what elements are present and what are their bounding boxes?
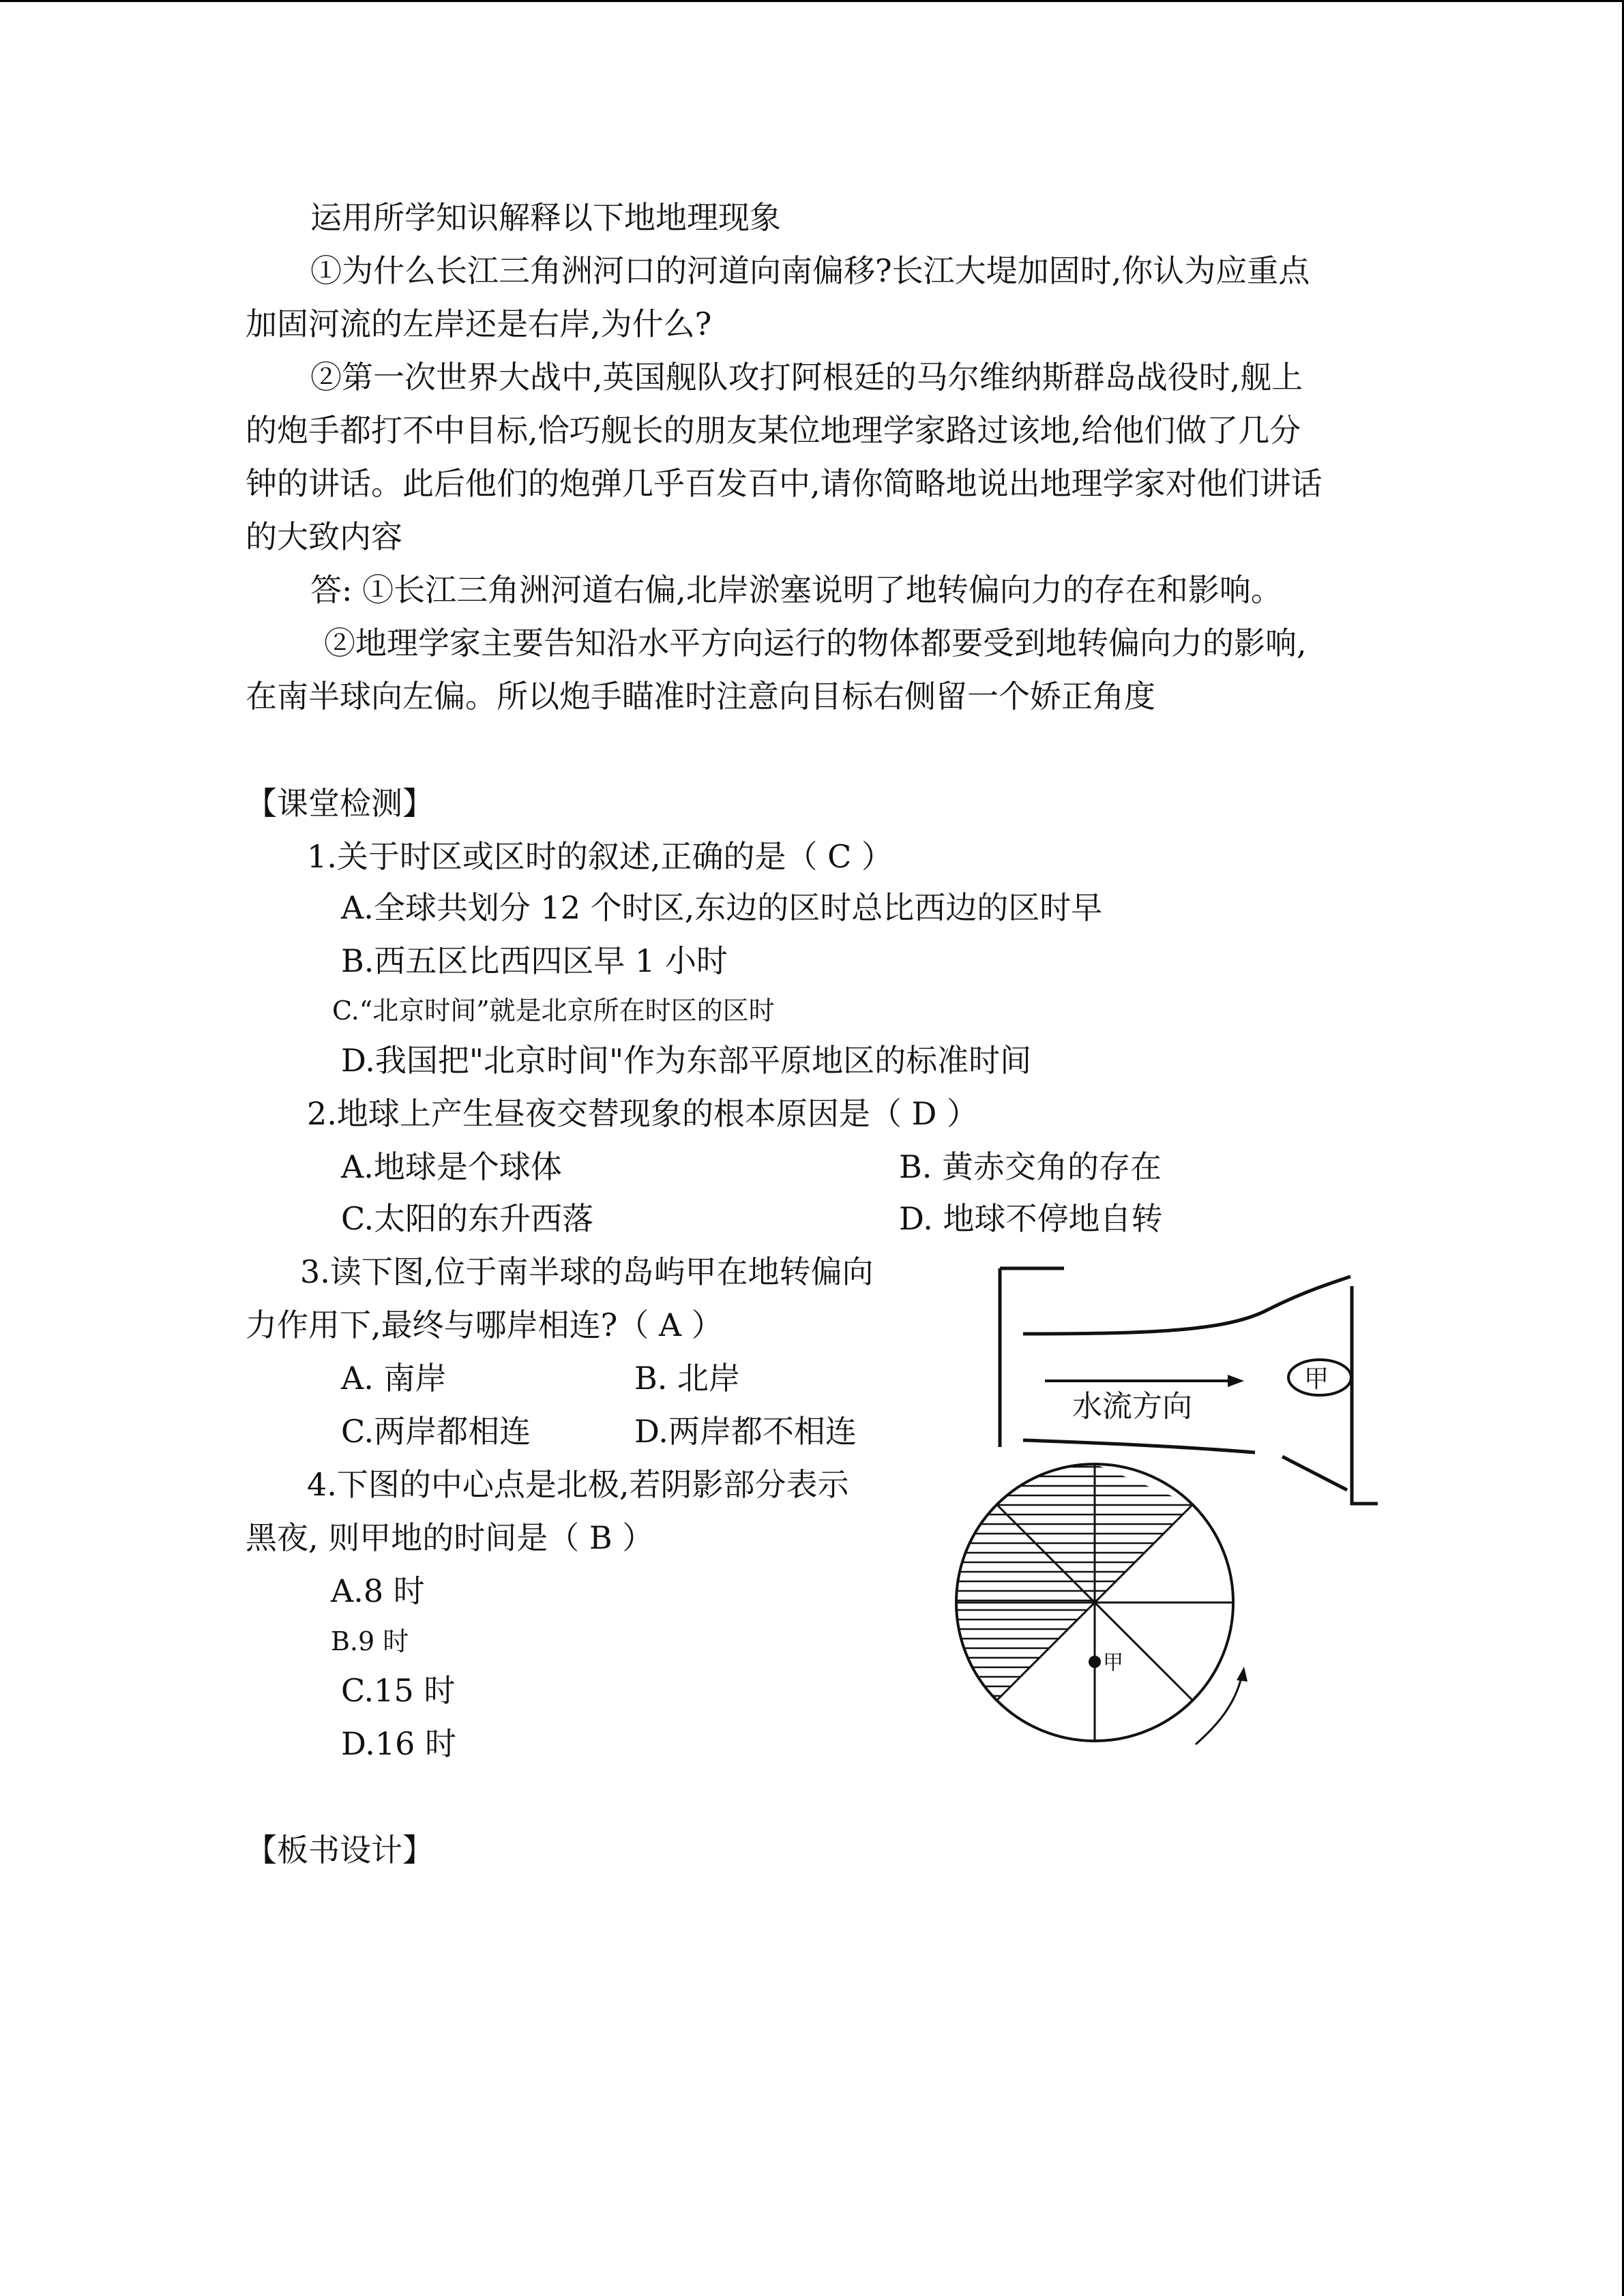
test-q2-stem: 2.地球上产生昼夜交替现象的根本原因是（ D ）: [307, 1095, 979, 1132]
test-q1-option-d: D.我国把"北京时间"作为东部平原地区的标准时间: [341, 1042, 1032, 1079]
test-q2-option-b: B. 黄赤交角的存在: [899, 1148, 1162, 1185]
test-q4-option-a: A.8 时: [331, 1572, 425, 1609]
flow-direction-label: 水流方向: [1072, 1389, 1192, 1424]
question-2-line-2: 的炮手都打不中目标,恰巧舰长的朋友某位地理学家路过该地,给他们做了几分: [246, 412, 1301, 449]
question-2-line-3: 钟的讲话。此后他们的炮弹几乎百发百中,请你简略地说出地理学家对他们讲话: [246, 465, 1323, 502]
test-q3-option-b: B. 北岸: [634, 1360, 741, 1397]
rotation-arrow-head: [1237, 1667, 1247, 1682]
test-q2-option-c: C.太阳的东升西落: [341, 1200, 594, 1237]
island-label: 甲: [1304, 1365, 1329, 1393]
intro-title: 运用所学知识解释以下地地理现象: [310, 199, 781, 236]
night-sector-3: [956, 1602, 1095, 1701]
test-q3-stem-line-1: 3.读下图,位于南半球的岛屿甲在地转偏向: [300, 1253, 874, 1290]
south-bank-line: [1023, 1440, 1255, 1452]
question-1-line-2: 加固河流的左岸还是右岸,为什么?: [246, 305, 712, 342]
test-q3-option-d: D.两岸都不相连: [634, 1413, 857, 1450]
river-right-border: [1352, 1286, 1378, 1504]
test-q3-option-a: A. 南岸: [341, 1360, 447, 1397]
test-q2-option-d: D. 地球不停地自转: [899, 1200, 1163, 1237]
test-q1-option-a: A.全球共划分 12 个时区,东边的区时总比西边的区时早: [341, 889, 1103, 926]
page-border-top: [0, 0, 1624, 2]
test-q4-option-d: D.16 时: [341, 1725, 457, 1762]
north-bank-line: [1023, 1277, 1350, 1334]
classroom-test-heading: 【课堂检测】: [246, 785, 434, 822]
flow-arrow-head: [1228, 1375, 1244, 1387]
test-q4-option-b: B.9 时: [331, 1626, 409, 1656]
point-jia-marker: [1089, 1656, 1101, 1668]
test-q2-option-a: A.地球是个球体: [341, 1148, 562, 1185]
test-q1-option-c: C.“北京时间”就是北京所在时区的区时: [332, 996, 775, 1026]
question-2-line-1: ②第一次世界大战中,英国舰队攻打阿根廷的马尔维纳斯群岛战役时,舰上: [310, 359, 1303, 396]
point-jia-label: 甲: [1103, 1651, 1123, 1675]
night-sector-4: [1095, 1464, 1193, 1602]
answer-line-1: 答: ①长江三角洲河道右偏,北岸淤塞说明了地转偏向力的存在和影响。: [310, 571, 1282, 608]
board-design-heading: 【板书设计】: [246, 1832, 434, 1868]
polar-figure: [951, 1452, 1265, 1766]
test-q1-option-b: B.西五区比西四区早 1 小时: [341, 942, 728, 979]
test-q4-option-c: C.15 时: [341, 1672, 456, 1709]
question-1-line-1: ①为什么长江三角洲河口的河道向南偏移?长江大堤加固时,你认为应重点: [310, 252, 1310, 289]
question-2-line-4: 的大致内容: [246, 518, 402, 555]
test-q4-stem-line-2: 黑夜, 则甲地的时间是（ B ）: [246, 1519, 654, 1556]
test-q3-stem-line-2: 力作用下,最终与哪岸相连?（ A ）: [246, 1307, 723, 1343]
south-bank-mouth-line: [1282, 1457, 1347, 1490]
test-q4-stem-line-1: 4.下图的中心点是北极,若阴影部分表示: [307, 1466, 849, 1503]
test-q3-option-c: C.两岸都相连: [341, 1413, 531, 1450]
answer-line-2: ②地理学家主要告知沿水平方向运行的物体都要受到地转偏向力的影响,: [324, 625, 1307, 661]
answer-line-3: 在南半球向左偏。所以炮手瞄准时注意向目标右侧留一个娇正角度: [246, 678, 1155, 715]
test-q1-stem: 1.关于时区或区时的叙述,正确的是（ C ）: [307, 838, 893, 875]
